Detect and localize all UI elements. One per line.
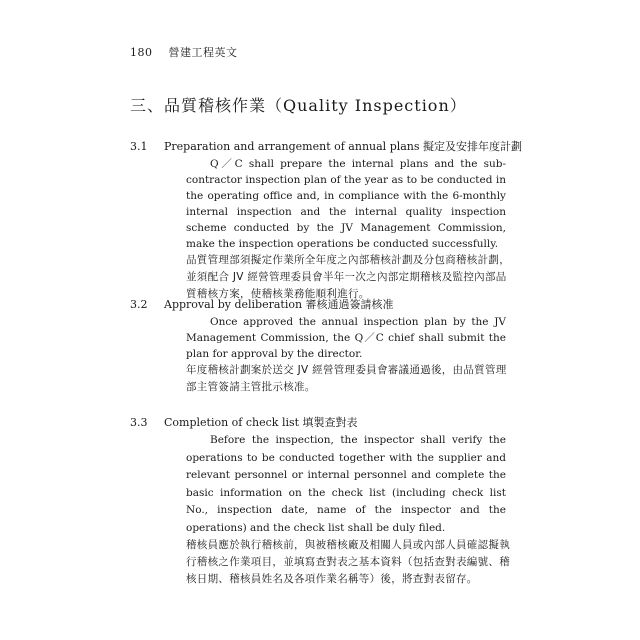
chinese-paragraph: 稽核員應於執行稽核前，與被稽核廠及相關人員或內部人員確認擬執行稽核之作業項目，並填寫查對表之基本資料（包括查對表編號、稽核日期、稽核員姓名及各項作業名稱等）後，將查對表留存。	[186, 539, 510, 585]
subsection-heading: Completion of check list 填製查對表	[164, 416, 358, 429]
english-text: Q／C shall prepare the internal plans and the sub-contractor inspection plan of the year as to be conducted in the operating office and, in compliance with the 6-monthly internal inspection and the internal quality inspection scheme conducted by the JV Management Commission, make the inspection operations be conducted successfully.	[186, 158, 506, 250]
subsection-number: 3.1	[130, 140, 148, 153]
subsection-3-2	[130, 296, 516, 396]
subsection-heading: Preparation and arrangement of annual plans 擬定及安排年度計劃	[164, 140, 523, 153]
english-paragraph	[186, 314, 506, 362]
chinese-paragraph: 品質管理部須擬定作業所全年度之內部稽核計劃及分包商稽核計劃，並須配合 JV 經營管理委員會半年一次之內部定期稽核及監控內部品質稽核方案，使稽核業務能順利進行。	[186, 254, 510, 300]
subsection-number: 3.2	[130, 298, 148, 311]
subsection-heading: Approval by deliberation 審核通過簽請核准	[164, 298, 394, 311]
subsection-3-3	[130, 414, 516, 588]
english-text: Before the inspection, the inspector shall verify the operations to be conducted together with the supplier and relevant personnel or internal personnel and complete the basic information on the check list (including check list No., inspection date, name of the inspector and the operations) and the check list shall be duly filed.	[186, 434, 506, 534]
running-head	[130, 44, 238, 60]
english-paragraph	[186, 156, 506, 252]
section-title: 三、品質稽核作業（Quality Inspection）	[130, 96, 467, 115]
subsection-number: 3.3	[130, 416, 148, 429]
english-paragraph	[186, 432, 506, 537]
chinese-paragraph: 年度稽核計劃案於送交 JV 經營管理委員會審議通過後，由品質管理部主管簽請主管批示核准。	[186, 364, 507, 393]
subsection-3-1	[130, 138, 522, 303]
english-text: Once approved the annual inspection plan by the JV Management Commission, the Q／C chief shall submit the plan for approval by the director.	[186, 316, 506, 360]
page-number: 180	[130, 46, 153, 59]
book-title: 營建工程英文	[168, 46, 238, 59]
